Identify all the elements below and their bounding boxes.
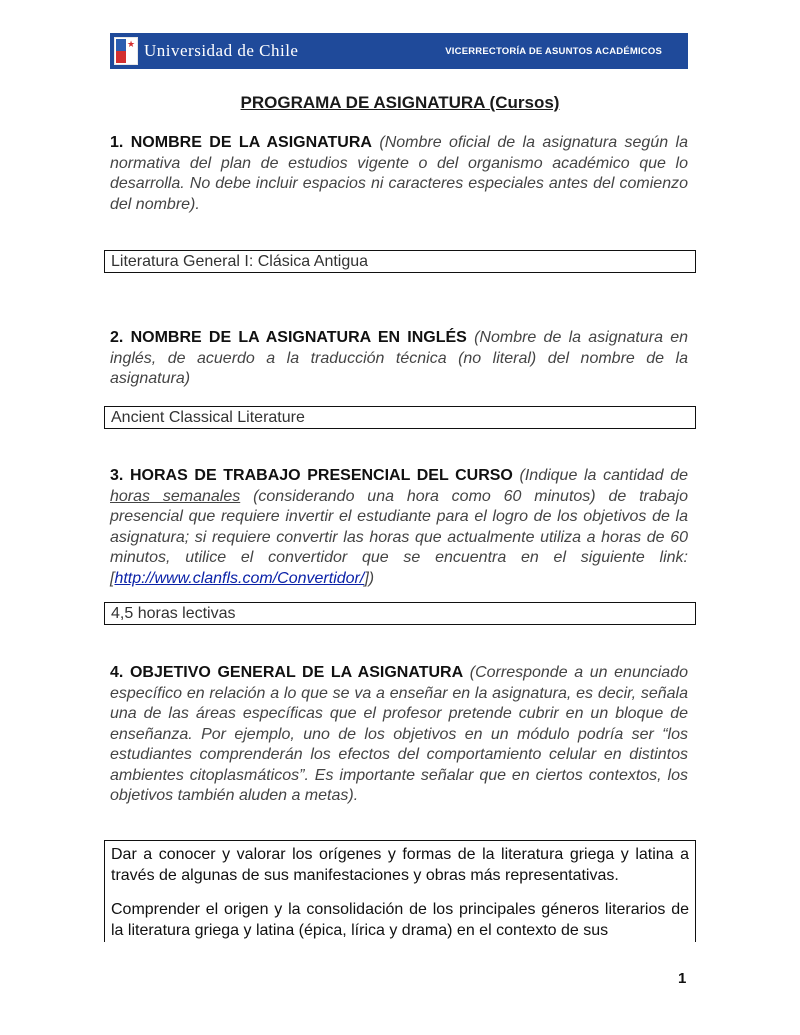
section-1-answer-box <box>104 250 696 273</box>
section-2-description: (Nombre de la asignatura en inglés, de acuerdo a la traducción técnica (no literal) del nombre de la asignatura) <box>110 329 688 387</box>
section-3-answer-box <box>104 602 696 625</box>
university-header-banner <box>110 33 688 69</box>
section-2-answer-box <box>104 406 696 429</box>
section-2 <box>110 328 688 390</box>
section-1-heading: 1. NOMBRE DE LA ASIGNATURA <box>110 134 372 151</box>
section-2-heading: 2. NOMBRE DE LA ASIGNATURA EN INGLÉS <box>110 329 467 346</box>
section-3-description: (Indique la cantidad de horas semanales (considerando una hora como 60 minutos) de trabajo presencial que requiere invertir el estudiante para el logro de los objetivos de la asignatura; si requiere convertir las horas que actualmente utiliza a horas de 60 minutos, utilice el convertidor que se encuentra en el siguiente link: [http://www.clanfls.com/Convertidor/]) <box>110 467 689 587</box>
section-1 <box>110 133 688 215</box>
vicerrectoria-label: VICERRECTORÍA DE ASUNTOS ACADÉMICOS <box>445 45 662 57</box>
page-number: 1 <box>678 970 687 987</box>
section-4-answer-paragraph: Comprender el origen y la consolidación de los principales géneros literarios de la literatura griega y latina (épica, lírica y drama) en el contexto de sus <box>111 901 689 939</box>
section-1-answer: Literatura General I: Clásica Antigua <box>111 253 369 270</box>
section-4-answer-box <box>104 840 696 942</box>
university-crest-icon <box>114 37 138 65</box>
university-name: Universidad de Chile <box>144 41 299 60</box>
page-title: PROGRAMA DE ASIGNATURA (Cursos) <box>240 93 560 112</box>
section-4-answer-paragraph: Dar a conocer y valorar los orígenes y formas de la literatura griega y latina a través de algunas de sus manifestaciones y obras más representativas. <box>111 846 689 884</box>
weekly-hours-emphasis: horas semanales <box>110 487 241 505</box>
section-4-heading: 4. OBJETIVO GENERAL DE LA ASIGNATURA <box>110 664 464 681</box>
section-3-answer: 4,5 horas lectivas <box>111 605 236 622</box>
section-4-description: (Corresponde a un enunciado específico en relación a lo que se va a enseñar en la asignatura, es decir, señala una de las áreas específicas que el profesor pretende cubrir en un bloque de enseñanza. Por ejemplo, uno de los objetivos en un módulo podría ser “los estudiantes comprenderán los efectos del comportamiento celular en distintos ambientes citoplasmáticos”. Es importante señalar que en ciertos contextos, los objetivos también aluden a metas). <box>110 664 688 804</box>
section-2-answer: Ancient Classical Literature <box>111 409 305 426</box>
section-4 <box>110 663 688 807</box>
section-3 <box>110 466 688 589</box>
section-3-heading: 3. HORAS DE TRABAJO PRESENCIAL DEL CURSO <box>110 467 513 484</box>
converter-link[interactable]: http://www.clanfls.com/Convertidor/ <box>114 569 365 587</box>
section-1-description: (Nombre oficial de la asignatura según la normativa del plan de estudios vigente o del organismo académico que lo desarrolla. No debe incluir espacios ni caracteres especiales antes del comienzo del nombre). <box>110 134 688 213</box>
